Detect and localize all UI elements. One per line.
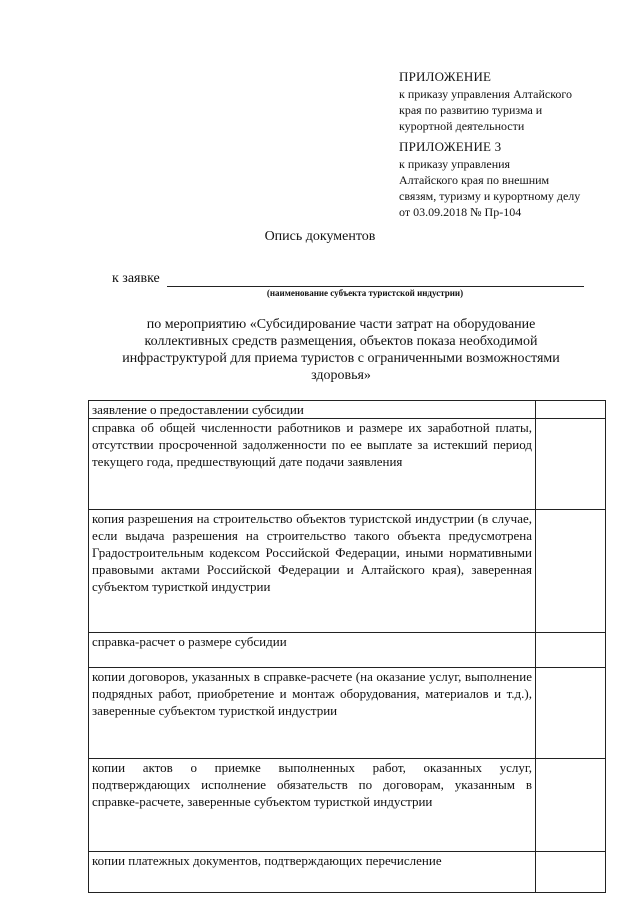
appendix-line: к приказу управления Алтайского <box>399 87 573 101</box>
document-item: копии актов о приемке выполненных работ, оказанных услуг, подтверждающих исполнение обязательств по договорам, указанным в справке-расчете, заверенные субъектом туристкой индустрии <box>92 760 532 809</box>
table-cell <box>89 759 536 852</box>
mark-cell <box>536 668 606 759</box>
document-item: заявление о предоставлении субсидии <box>92 402 304 417</box>
table-row <box>89 852 606 893</box>
request-blank-line <box>167 286 584 287</box>
table-row <box>89 759 606 852</box>
request-label: к заявке <box>112 271 160 286</box>
request-field <box>112 271 584 287</box>
document-item: копии платежных документов, подтверждающих перечисление <box>92 853 442 868</box>
table-row <box>89 668 606 759</box>
document-title: Опись документов <box>264 229 376 244</box>
table-cell <box>89 419 536 510</box>
appendix-heading: ПРИЛОЖЕНИЕ 3 <box>399 139 502 154</box>
table-row <box>89 419 606 510</box>
mark-cell <box>536 401 606 419</box>
document-item: копии договоров, указанных в справке-расчете (на оказание услуг, выполнение подрядных работ, приобретение и монтаж оборудования, материалов и т.д.), заверенные субъектом туристкой индустрии <box>92 669 532 718</box>
mark-cell <box>536 510 606 633</box>
table-cell <box>89 668 536 759</box>
table-cell <box>89 852 536 893</box>
table-cell <box>89 401 536 419</box>
mark-cell <box>536 759 606 852</box>
appendix-line: края по развитию туризма и <box>399 103 543 117</box>
request-caption: (наименование субъекта туристской индустрии) <box>266 288 464 298</box>
document-item: справка-расчет о размере субсидии <box>92 634 287 649</box>
order-reference: от 03.09.2018 № Пр-104 <box>399 205 522 219</box>
mark-cell <box>536 633 606 668</box>
appendix-line: связям, туризму и курортному делу <box>399 189 581 203</box>
document-item: копия разрешения на строительство объектов туристской индустрии (в случае, если выдача разрешения на строительство такого объекта предусмотрена Градостроительным кодексом Российской Федерации, иными нормативными правовыми актами Российской Федерации и Алтайского края), заверенная субъектом туристкой индустрии <box>92 511 532 594</box>
appendix-heading: ПРИЛОЖЕНИЕ <box>399 69 492 84</box>
table-cell <box>89 633 536 668</box>
appendix-header-1 <box>399 68 631 134</box>
event-description: по мероприятию «Субсидирование части затрат на оборудование коллективных средств размещения, объектов показа необходимой инфраструктурой для приема туристов с ограниченными возможностями здоровья» <box>122 317 560 383</box>
appendix-header-3 <box>399 138 631 220</box>
table-row <box>89 510 606 633</box>
table-row <box>89 633 606 668</box>
appendix-line: Алтайского края по внешним <box>399 173 550 187</box>
mark-cell <box>536 852 606 893</box>
table-cell <box>89 510 536 633</box>
appendix-line: курортной деятельности <box>399 119 525 133</box>
document-item: справка об общей численности работников и размере их заработной платы, отсутствии просроченной задолженности по ее выплате за истекший период текущего года, предшествующий дате подачи заявления <box>92 420 532 469</box>
documents-table <box>88 400 606 893</box>
appendix-line: к приказу управления <box>399 157 511 171</box>
table-row <box>89 401 606 419</box>
mark-cell <box>536 419 606 510</box>
